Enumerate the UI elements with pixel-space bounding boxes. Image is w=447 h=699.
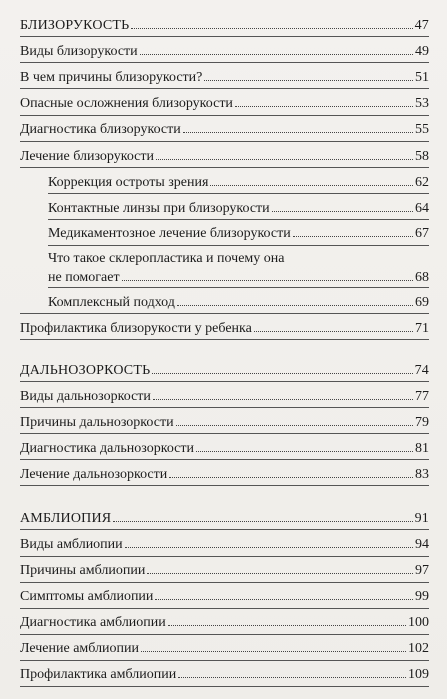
toc-entry-title: Причины дальнозоркости [20,415,174,430]
toc-entry [20,535,429,553]
toc-entry-title: Профилактика амблиопии [20,667,177,682]
dot-leader [156,147,413,160]
toc-entry-page: 51 [415,70,429,85]
dot-leader [204,68,413,81]
divider [20,556,429,557]
dot-leader [153,387,413,400]
toc-entry-page: 47 [414,18,429,33]
divider [20,634,429,635]
toc-entry-page: 58 [415,149,429,164]
toc-entry-title: Виды амблиопии [20,537,123,552]
toc-entry [20,639,429,657]
toc-entry-page: 49 [415,44,429,59]
toc-entry-page: 83 [415,467,429,482]
divider [20,582,429,583]
toc-entry-title: Виды дальнозоркости [20,389,151,404]
toc-entry [20,94,429,112]
dot-leader [155,587,413,600]
toc-entry-page: 71 [415,321,429,336]
dot-leader [122,268,413,281]
dot-leader [196,439,413,452]
divider [48,219,429,220]
divider [20,62,429,63]
toc-entry-page: 67 [415,226,429,241]
divider [20,686,429,687]
divider [48,245,429,246]
toc-entry-page: 68 [415,270,429,285]
divider [20,167,429,168]
toc-entry [20,319,429,337]
dot-leader [140,42,413,55]
toc-entry-title: ДАЛЬНОЗОРКОСТЬ [20,363,151,378]
dot-leader [147,561,413,574]
toc-entry-page: 53 [415,96,429,111]
dot-leader [168,613,406,626]
divider [20,459,429,460]
toc-entry-page: 100 [408,615,429,630]
toc-entry [48,173,429,191]
dot-leader [293,224,413,237]
toc-entry [48,293,429,311]
dot-leader [177,293,413,306]
divider [20,88,429,89]
toc-entry-page: 74 [414,363,429,378]
toc-entry [20,16,429,34]
toc-entry-title: Коррекция остроты зрения [48,175,209,190]
toc-entry-page: 91 [414,511,429,526]
divider [20,381,429,382]
toc-entry-title: Комплексный подход [48,295,175,310]
toc-entry [20,413,429,431]
toc-entry-title: Опасные осложнения близорукости [20,96,233,111]
divider [20,485,429,486]
divider [20,115,429,116]
toc-entry-title: Контактные линзы при близорукости [48,201,270,216]
toc-entry-title-continued: не помогает [48,270,120,285]
toc-entry [20,439,429,457]
dot-leader [183,120,413,133]
dot-leader [131,16,412,29]
toc-entry [20,465,429,483]
toc-entry-page: 55 [415,122,429,137]
toc-entry-page: 99 [415,589,429,604]
dot-leader [141,639,406,652]
dot-leader [152,361,412,374]
toc-entry-page: 62 [415,175,429,190]
divider [20,313,429,314]
toc-entry-title: Симптомы амблиопии [20,589,154,604]
toc-entry-title: В чем причины близорукости? [20,70,203,85]
toc-entry-page: 102 [408,641,429,656]
toc-entry [48,250,429,287]
divider [48,193,429,194]
divider [20,660,429,661]
divider [48,287,429,288]
toc-entry [20,587,429,605]
divider [20,339,429,340]
toc-entry-title: Диагностика амблиопии [20,615,166,630]
toc-entry-page: 77 [415,389,429,404]
toc-entry-title: Медикаментозное лечение близорукости [48,226,291,241]
divider [20,141,429,142]
dot-leader [210,173,413,186]
dot-leader [169,465,413,478]
toc-entry [20,613,429,631]
divider [20,433,429,434]
toc-entry-title: Профилактика близорукости у ребенка [20,321,252,336]
toc-entry [48,199,429,217]
toc-entry-page: 64 [415,201,429,216]
dot-leader [125,535,413,548]
toc-entry-page: 81 [415,441,429,456]
toc-entry-title: АМБЛИОПИЯ [20,511,112,526]
toc-entry [20,68,429,86]
divider [20,407,429,408]
toc-entry-page: 69 [415,295,429,310]
toc-entry [20,665,429,683]
dot-leader [272,199,413,212]
toc-entry-page: 97 [415,563,429,578]
toc-entry-title: Диагностика близорукости [20,122,181,137]
toc-entry [20,42,429,60]
toc-entry-title: Что такое склеропластика и почему она [48,251,285,266]
dot-leader [176,413,413,426]
toc-entry-title: Диагностика дальнозоркости [20,441,195,456]
toc-entry [20,387,429,405]
dot-leader [254,319,413,332]
toc-entry-title: БЛИЗОРУКОСТЬ [20,18,130,33]
toc-entry-title: Причины амблиопии [20,563,146,578]
toc-entry [20,509,429,527]
toc-entry-title: Лечение близорукости [20,149,154,164]
toc-entry-page: 109 [408,667,429,682]
divider [20,36,429,37]
dot-leader [178,665,406,678]
toc-entry-page: 79 [415,415,429,430]
toc-entry [20,361,429,379]
toc-entry [20,561,429,579]
toc-entry-title: Лечение амблиопии [20,641,140,656]
divider [20,529,429,530]
toc-entry-title: Виды близорукости [20,44,138,59]
toc-entry-page: 94 [415,537,429,552]
divider [20,608,429,609]
dot-leader [113,509,412,522]
toc-entry [48,224,429,242]
toc-entry [20,120,429,138]
toc-entry [20,147,429,165]
dot-leader [235,94,413,107]
toc-entry-title: Лечение дальнозоркости [20,467,168,482]
